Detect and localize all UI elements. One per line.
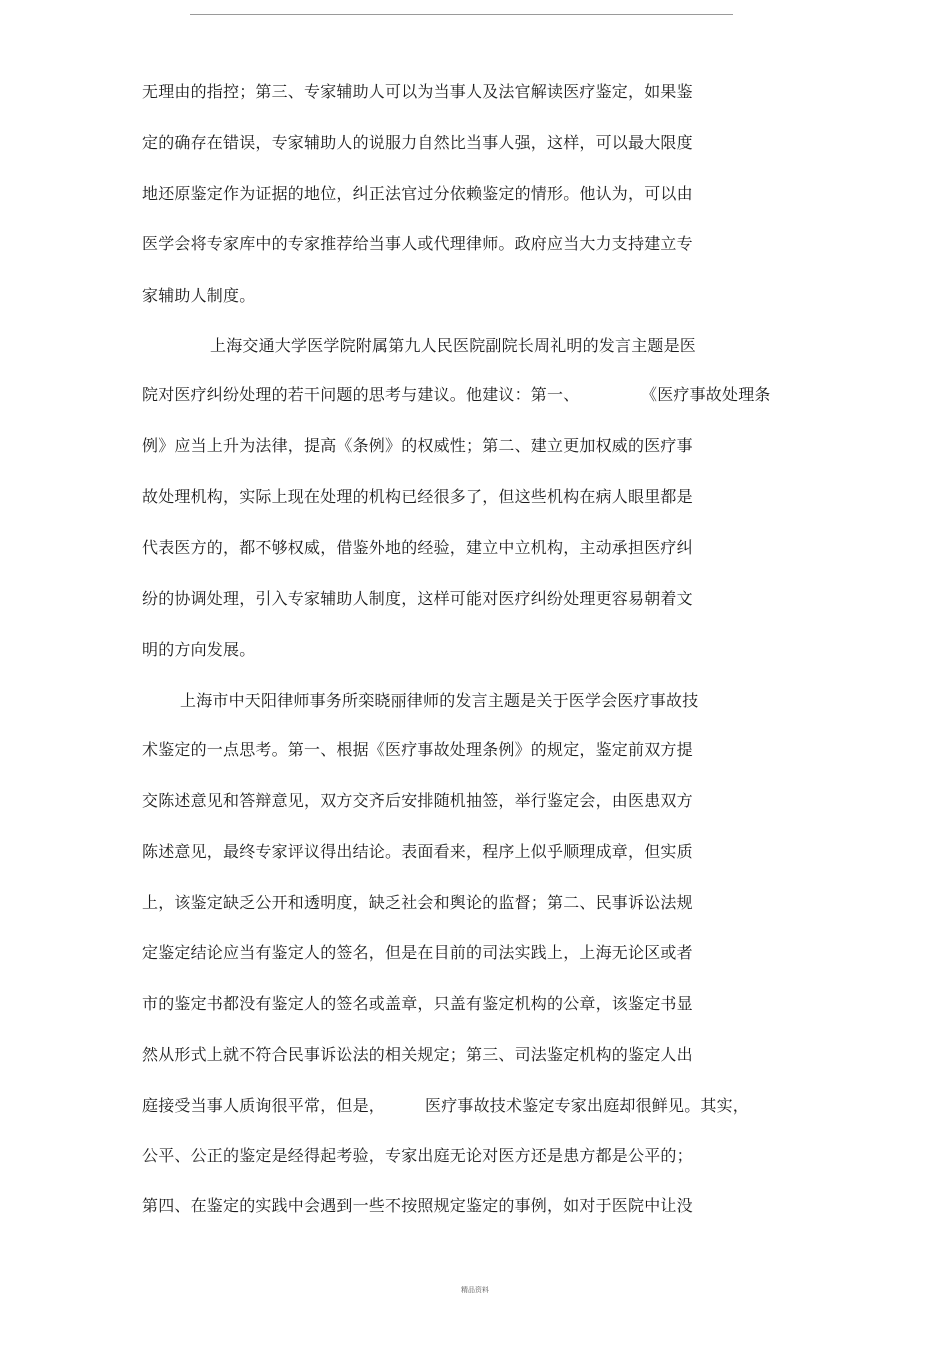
- text-line-15: 交陈述意见和答辩意见，双方交齐后安排随机抽签，举行鉴定会，由医患双方: [142, 791, 693, 810]
- text-line-7: 院对医疗纠纷处理的若干问题的思考与建议。他建议：第一、: [142, 385, 580, 404]
- text-line-19: 市的鉴定书都没有鉴定人的签名或盖章，只盖有鉴定机构的公章，该鉴定书显: [142, 994, 693, 1013]
- text-line-7-continuation: 《医疗事故处理条: [641, 385, 771, 404]
- text-line-2: 定的确存在错误，专家辅助人的说服力自然比当事人强，这样，可以最大限度: [142, 133, 693, 152]
- text-line-23: 第四、在鉴定的实践中会遇到一些不按照规定鉴定的事例，如对于医院中让没: [142, 1196, 693, 1215]
- text-line-21-continuation: 医疗事故技术鉴定专家出庭却很鲜见。其实，: [425, 1096, 750, 1115]
- text-line-17: 上，该鉴定缺乏公开和透明度，缺乏社会和舆论的监督；第二、民事诉讼法规: [142, 893, 693, 912]
- text-line-9: 故处理机构，实际上现在处理的机构已经很多了，但这些机构在病人眼里都是: [142, 487, 693, 506]
- text-line-3: 地还原鉴定作为证据的地位，纠正法官过分依赖鉴定的情形。他认为，可以由: [142, 184, 693, 203]
- text-line-11: 纷的协调处理，引入专家辅助人制度，这样可能对医疗纠纷处理更容易朝着文: [142, 589, 693, 608]
- text-line-14: 术鉴定的一点思考。第一、根据《医疗事故处理条例》的规定，鉴定前双方提: [142, 740, 693, 759]
- text-line-1: 无理由的指控；第三、专家辅助人可以为当事人及法官解读医疗鉴定，如果鉴: [142, 82, 693, 101]
- text-line-10: 代表医方的，都不够权威，借鉴外地的经验，建立中立机构，主动承担医疗纠: [142, 538, 693, 557]
- paragraph-3-first-line: 上海市中天阳律师事务所栾晓丽律师的发言主题是关于医学会医疗事故技: [180, 691, 699, 710]
- text-line-21: 庭接受当事人质询很平常，但是，: [142, 1096, 386, 1115]
- text-line-20: 然从形式上就不符合民事诉讼法的相关规定；第三、司法鉴定机构的鉴定人出: [142, 1045, 693, 1064]
- paragraph-2-first-line: 上海交通大学医学院附属第九人民医院副院长周礼明的发言主题是医: [210, 336, 697, 355]
- text-line-4: 医学会将专家库中的专家推荐给当事人或代理律师。政府应当大力支持建立专: [142, 234, 693, 253]
- text-line-22: 公平、公正的鉴定是经得起考验，专家出庭无论对医方还是患方都是公平的；: [142, 1146, 693, 1165]
- text-line-8: 例》应当上升为法律，提高《条例》的权威性；第二、建立更加权威的医疗事: [142, 436, 693, 455]
- text-line-18: 定鉴定结论应当有鉴定人的签名，但是在目前的司法实践上，上海无论区或者: [142, 943, 693, 962]
- text-line-5: 家辅助人制度。: [142, 286, 256, 305]
- header-rule: [190, 14, 733, 15]
- text-line-16: 陈述意见，最终专家评议得出结论。表面看来，程序上似乎顺理成章，但实质: [142, 842, 693, 861]
- page-footer: 精品资料: [461, 1286, 489, 1294]
- text-line-12: 明的方向发展。: [142, 640, 256, 659]
